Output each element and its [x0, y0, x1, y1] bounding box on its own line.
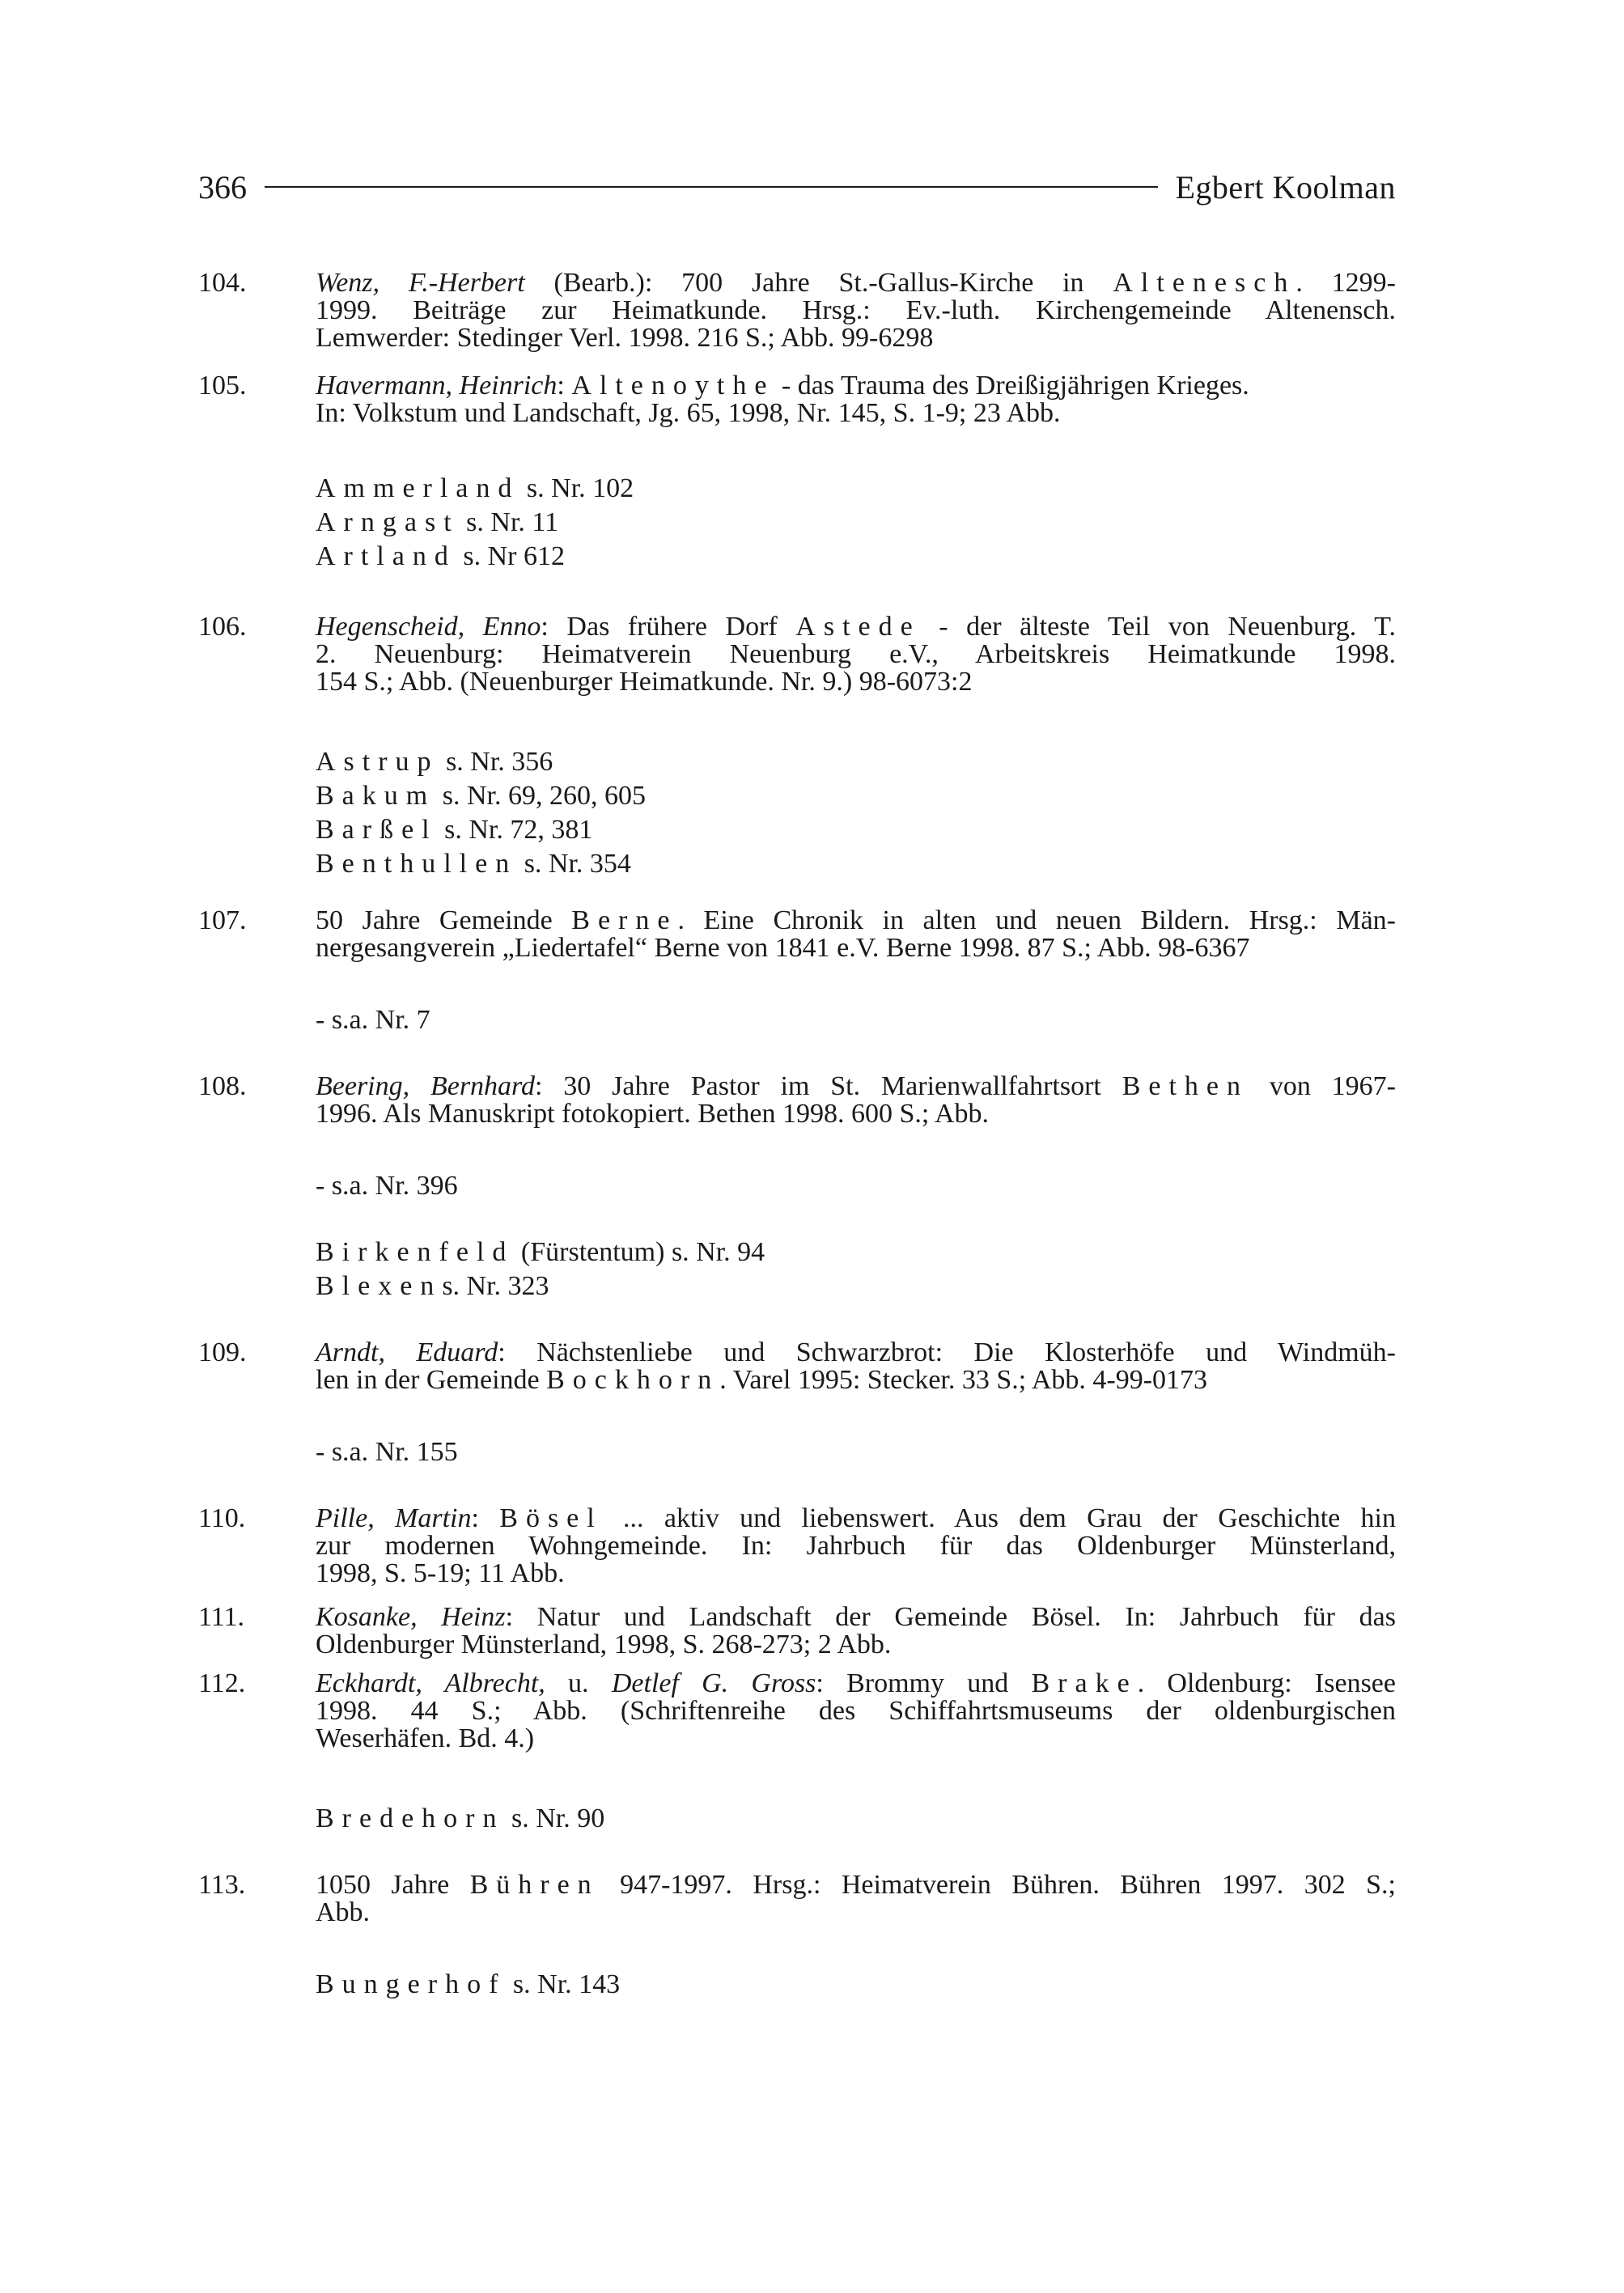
cross-reference: Bakum s. Nr. 69, 260, 605 — [316, 781, 646, 811]
entry-line: 1998, S. 5-19; 11 Abb. — [316, 1558, 565, 1588]
cross-reference: Bredehorn s. Nr. 90 — [316, 1803, 605, 1833]
cross-reference: Artland s. Nr 612 — [316, 541, 565, 571]
entry-line: Kosanke, Heinz: Natur und Landschaft der Gemeinde Bösel. In: Jahrbuch für das — [316, 1602, 1396, 1632]
running-author: Egbert Koolman — [1175, 168, 1396, 206]
entry-line: 1996. Als Manuskript fotokopiert. Bethen 1998. 600 S.; Abb. — [316, 1099, 990, 1129]
entry-number: 109. — [198, 1337, 247, 1367]
running-header — [198, 164, 1396, 210]
entry-109 — [0, 1339, 1624, 1394]
entry-line: Wenz, F.-Herbert (Bearb.): 700 Jahre St.-Gallus-Kirche in Altenesch. 1299- — [316, 268, 1396, 298]
entry-line: 1998. 44 S.; Abb. (Schriftenreihe des Schiffahrtsmuseums der oldenburgischen — [316, 1696, 1396, 1726]
see-also-note: - s.a. Nr. 396 — [316, 1171, 458, 1201]
entry-line: 154 S.; Abb. (Neuenburger Heimatkunde. Nr. 9.) 98-6073:2 — [316, 667, 973, 697]
cross-reference: Barßel s. Nr. 72, 381 — [316, 815, 593, 845]
entry-106 — [0, 613, 1624, 696]
entry-113 — [0, 1871, 1624, 1926]
entry-line: Hegenscheid, Enno: Das frühere Dorf Astede - der älteste Teil von Neuenburg. T. — [316, 612, 1396, 642]
entry-111 — [0, 1604, 1624, 1659]
cross-reference: Bungerhof s. Nr. 143 — [316, 1969, 621, 1999]
entry-108 — [0, 1073, 1624, 1128]
cross-reference: Arngast s. Nr. 11 — [316, 507, 559, 537]
entry-number: 113. — [198, 1870, 246, 1900]
entry-line: 50 Jahre Gemeinde Berne. Eine Chronik in alten und neuen Bildern. Hrsg.: Män- — [316, 905, 1396, 935]
see-also-note: - s.a. Nr. 7 — [316, 1005, 430, 1035]
cross-reference-group — [0, 748, 1624, 878]
entry-104 — [0, 269, 1624, 352]
entry-line: Beering, Bernhard: 30 Jahre Pastor im St. Marienwallfahrtsort Bethen von 1967- — [316, 1071, 1396, 1101]
cross-reference-group — [0, 1239, 1624, 1300]
entry-line: 1050 Jahre Bühren 947-1997. Hrsg.: Heimatverein Bühren. Bühren 1997. 302 S.; — [316, 1870, 1396, 1900]
entry-line: Weserhäfen. Bd. 4.) — [316, 1723, 535, 1753]
entry-number: 110. — [198, 1503, 246, 1533]
entry-line: Havermann, Heinrich: Altenoythe - das Trauma des Dreißigjährigen Krieges. — [316, 371, 1249, 401]
entry-line: Arndt, Eduard: Nächstenliebe und Schwarzbrot: Die Klosterhöfe und Windmüh- — [316, 1337, 1396, 1367]
page-number: 366 — [198, 168, 247, 206]
entry-number: 111. — [198, 1602, 244, 1632]
entry-line: 1999. Beiträge zur Heimatkunde. Hrsg.: Ev.-luth. Kirchengemeinde Altenensch. — [316, 295, 1396, 325]
entry-107 — [0, 907, 1624, 962]
entry-line: Lemwerder: Stedinger Verl. 1998. 216 S.; Abb. 99-6298 — [316, 323, 934, 353]
entry-line: Oldenburger Münsterland, 1998, S. 268-273; 2 Abb. — [316, 1630, 892, 1659]
cross-reference: Blexens. Nr. 323 — [316, 1271, 549, 1301]
cross-reference: Birkenfeld (Fürstentum) s. Nr. 94 — [316, 1237, 765, 1267]
entry-line: 2. Neuenburg: Heimatverein Neuenburg e.V., Arbeitskreis Heimatkunde 1998. — [316, 639, 1396, 669]
entry-line: Eckhardt, Albrecht, u. Detlef G. Gross: Brommy und Brake. Oldenburg: Isensee — [316, 1668, 1396, 1698]
cross-reference-group — [0, 475, 1624, 570]
cross-reference-group — [0, 1805, 1624, 1833]
entry-line: Pille, Martin: Bösel ... aktiv und liebenswert. Aus dem Grau der Geschichte hin — [316, 1503, 1397, 1533]
cross-reference: Astrup s. Nr. 356 — [316, 747, 553, 777]
entry-line: nergesangverein „Liedertafel“ Berne von 1841 e.V. Berne 1998. 87 S.; Abb. 98-6367 — [316, 933, 1250, 963]
entry-number: 108. — [198, 1071, 247, 1101]
entry-number: 112. — [198, 1668, 246, 1698]
entry-105 — [0, 372, 1624, 427]
cross-reference: Benthullen s. Nr. 354 — [316, 849, 631, 879]
header-rule — [265, 186, 1158, 188]
entry-number: 105. — [198, 371, 247, 401]
entry-110 — [0, 1505, 1624, 1587]
entry-112 — [0, 1670, 1624, 1753]
cross-reference-group — [0, 1971, 1624, 1998]
entry-line: len in der Gemeinde Bockhorn. Varel 1995: Stecker. 33 S.; Abb. 4-99-0173 — [316, 1365, 1208, 1395]
entry-number: 104. — [198, 268, 247, 298]
entry-number: 106. — [198, 612, 247, 642]
cross-reference: Ammerland s. Nr. 102 — [316, 473, 634, 503]
see-also-note: - s.a. Nr. 155 — [316, 1437, 458, 1467]
entry-line: In: Volkstum und Landschaft, Jg. 65, 1998, Nr. 145, S. 1-9; 23 Abb. — [316, 398, 1061, 428]
entry-line: Abb. — [316, 1897, 371, 1927]
entry-line: zur modernen Wohngemeinde. In: Jahrbuch für das Oldenburger Münsterland, — [316, 1531, 1396, 1561]
entry-number: 107. — [198, 905, 247, 935]
